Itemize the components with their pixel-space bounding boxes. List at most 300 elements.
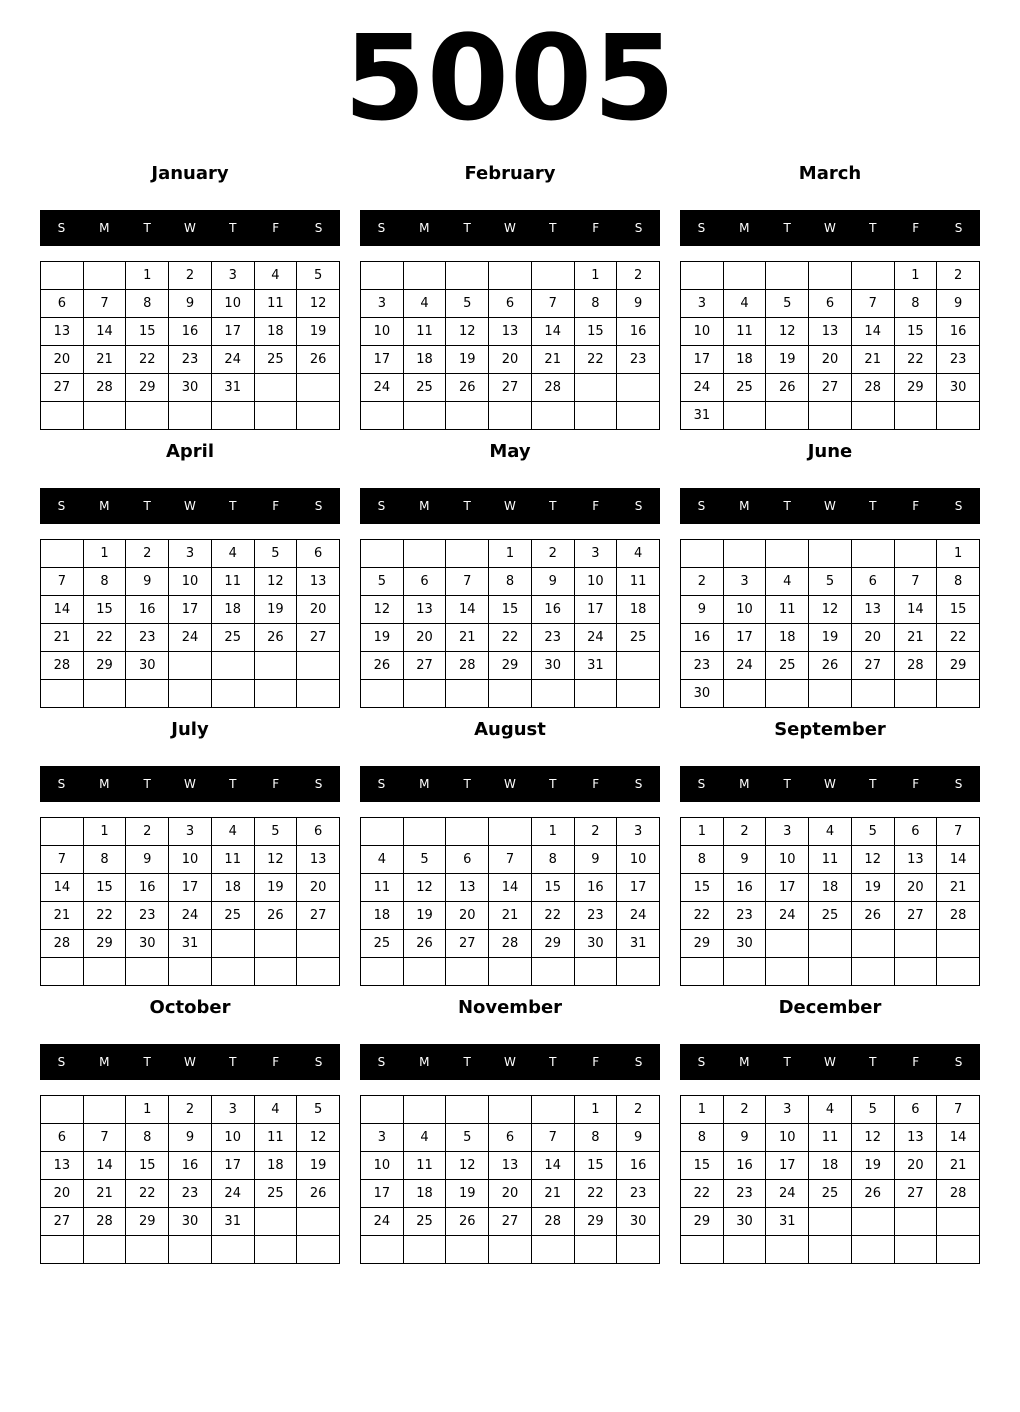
day-cell: 26: [852, 1180, 895, 1208]
day-cell: 4: [809, 818, 852, 846]
day-cell: [617, 374, 660, 402]
day-cell: 14: [937, 846, 980, 874]
day-grid: [680, 1095, 980, 1264]
day-cell: 29: [84, 652, 127, 680]
day-cell: 8: [575, 290, 618, 318]
day-cell: 17: [361, 1180, 404, 1208]
day-cell: [532, 680, 575, 708]
weekday-header: [680, 210, 980, 246]
weekday-header: [680, 766, 980, 802]
weekday-label: M: [419, 1055, 430, 1069]
day-grid: [680, 539, 980, 708]
day-cell: 3: [575, 540, 618, 568]
day-cell: [532, 402, 575, 430]
weekday-label: S: [377, 777, 386, 791]
day-cell: 25: [809, 902, 852, 930]
day-cell: 6: [41, 290, 84, 318]
weekday-label: T: [783, 499, 791, 513]
day-cell: 18: [404, 1180, 447, 1208]
day-cell: 27: [41, 374, 84, 402]
day-cell: 9: [169, 1124, 212, 1152]
day-cell: [446, 262, 489, 290]
day-cell: 23: [169, 346, 212, 374]
month-september: [680, 714, 980, 986]
day-cell: [297, 402, 340, 430]
day-cell: 23: [937, 346, 980, 374]
day-cell: [852, 1208, 895, 1236]
day-cell: [532, 958, 575, 986]
day-cell: [575, 402, 618, 430]
day-cell: 30: [532, 652, 575, 680]
day-cell: 28: [41, 652, 84, 680]
day-cell: 3: [681, 290, 724, 318]
day-cell: 11: [809, 1124, 852, 1152]
month-title: January: [151, 163, 229, 184]
day-cell: 20: [895, 1152, 938, 1180]
weekday-header: [40, 766, 340, 802]
day-cell: [766, 1236, 809, 1264]
weekday-label: T: [463, 1055, 471, 1069]
day-cell: 24: [212, 1180, 255, 1208]
day-cell: 28: [489, 930, 532, 958]
weekday-label: S: [697, 1055, 706, 1069]
weekday-label: F: [592, 777, 600, 791]
day-cell: 21: [446, 624, 489, 652]
day-cell: [724, 262, 767, 290]
month-title: April: [165, 441, 215, 462]
month-title: February: [464, 163, 556, 184]
day-cell: 29: [937, 652, 980, 680]
day-cell: 14: [852, 318, 895, 346]
weekday-label: T: [229, 1055, 237, 1069]
weekday-label: T: [783, 221, 791, 235]
day-cell: 5: [446, 1124, 489, 1152]
weekday-label: M: [99, 1055, 110, 1069]
day-cell: [895, 1208, 938, 1236]
day-cell: [404, 1096, 447, 1124]
weekday-label: W: [824, 221, 836, 235]
day-cell: [681, 1236, 724, 1264]
day-cell: 12: [446, 1152, 489, 1180]
day-cell: 30: [681, 680, 724, 708]
day-cell: 9: [937, 290, 980, 318]
day-cell: [617, 958, 660, 986]
day-cell: [809, 262, 852, 290]
day-cell: 31: [169, 930, 212, 958]
day-cell: 26: [255, 902, 298, 930]
day-cell: 4: [766, 568, 809, 596]
day-cell: 14: [937, 1124, 980, 1152]
weekday-label: M: [739, 221, 750, 235]
day-cell: [84, 262, 127, 290]
day-cell: 10: [169, 846, 212, 874]
day-cell: 27: [852, 652, 895, 680]
day-cell: [297, 1208, 340, 1236]
day-cell: 7: [489, 846, 532, 874]
day-cell: 13: [297, 846, 340, 874]
day-cell: 5: [852, 1096, 895, 1124]
day-cell: 9: [126, 568, 169, 596]
day-cell: [404, 540, 447, 568]
day-cell: 4: [404, 1124, 447, 1152]
day-cell: 12: [297, 1124, 340, 1152]
day-cell: 9: [617, 290, 660, 318]
day-cell: [937, 958, 980, 986]
day-cell: 16: [681, 624, 724, 652]
day-cell: 29: [126, 374, 169, 402]
day-cell: 19: [809, 624, 852, 652]
day-cell: [724, 402, 767, 430]
weekday-label: F: [272, 499, 280, 513]
day-cell: [212, 680, 255, 708]
day-cell: 8: [126, 1124, 169, 1152]
day-cell: [84, 680, 127, 708]
day-cell: 1: [681, 1096, 724, 1124]
weekday-header: [40, 488, 340, 524]
day-cell: 30: [126, 930, 169, 958]
day-cell: 20: [297, 596, 340, 624]
weekday-label: T: [143, 1055, 151, 1069]
day-cell: 10: [681, 318, 724, 346]
day-cell: [852, 540, 895, 568]
month-title: March: [798, 163, 862, 184]
day-cell: 31: [681, 402, 724, 430]
day-cell: 1: [575, 262, 618, 290]
day-cell: 19: [255, 596, 298, 624]
day-cell: 3: [212, 262, 255, 290]
weekday-label: M: [99, 221, 110, 235]
day-cell: [126, 958, 169, 986]
day-cell: 27: [809, 374, 852, 402]
day-cell: 25: [617, 624, 660, 652]
day-cell: [766, 402, 809, 430]
day-cell: 22: [84, 902, 127, 930]
weekday-header: [360, 1044, 660, 1080]
day-cell: 3: [212, 1096, 255, 1124]
day-cell: [895, 958, 938, 986]
day-cell: 25: [404, 374, 447, 402]
day-cell: 26: [404, 930, 447, 958]
weekday-label: W: [184, 777, 196, 791]
day-cell: 14: [41, 596, 84, 624]
day-cell: 5: [255, 540, 298, 568]
day-cell: 24: [212, 346, 255, 374]
day-cell: 8: [532, 846, 575, 874]
day-cell: 16: [617, 1152, 660, 1180]
day-cell: [255, 652, 298, 680]
day-cell: 9: [126, 846, 169, 874]
day-cell: 12: [852, 846, 895, 874]
day-cell: [766, 540, 809, 568]
day-cell: 19: [766, 346, 809, 374]
day-cell: [446, 1096, 489, 1124]
day-cell: 23: [681, 652, 724, 680]
day-cell: [255, 374, 298, 402]
day-cell: [404, 262, 447, 290]
day-cell: [169, 402, 212, 430]
weekday-label: F: [912, 221, 920, 235]
day-cell: 5: [255, 818, 298, 846]
day-cell: [766, 958, 809, 986]
day-cell: 11: [617, 568, 660, 596]
day-cell: 13: [895, 1124, 938, 1152]
weekday-label: S: [377, 221, 386, 235]
day-cell: 30: [724, 930, 767, 958]
day-cell: 8: [681, 846, 724, 874]
day-cell: 4: [212, 540, 255, 568]
day-cell: 11: [404, 318, 447, 346]
day-cell: [446, 402, 489, 430]
day-cell: 23: [126, 624, 169, 652]
weekday-header: [360, 766, 660, 802]
day-cell: [446, 680, 489, 708]
day-cell: 12: [404, 874, 447, 902]
day-cell: 22: [126, 346, 169, 374]
day-cell: 21: [532, 1180, 575, 1208]
day-cell: 20: [489, 346, 532, 374]
day-cell: 20: [297, 874, 340, 902]
day-cell: 30: [575, 930, 618, 958]
day-cell: 24: [169, 624, 212, 652]
day-cell: [575, 374, 618, 402]
weekday-label: F: [272, 1055, 280, 1069]
day-cell: 14: [84, 1152, 127, 1180]
day-cell: 13: [41, 318, 84, 346]
day-cell: 28: [446, 652, 489, 680]
day-cell: 2: [617, 262, 660, 290]
day-cell: 23: [532, 624, 575, 652]
day-cell: [852, 262, 895, 290]
day-cell: 10: [212, 290, 255, 318]
day-cell: 8: [84, 846, 127, 874]
day-cell: 13: [297, 568, 340, 596]
day-cell: 15: [895, 318, 938, 346]
day-grid: [680, 817, 980, 986]
day-cell: 12: [297, 290, 340, 318]
day-cell: [681, 958, 724, 986]
day-cell: 20: [852, 624, 895, 652]
day-cell: 4: [809, 1096, 852, 1124]
weekday-header: [40, 1044, 340, 1080]
day-cell: 22: [681, 1180, 724, 1208]
day-cell: [41, 262, 84, 290]
day-cell: 16: [937, 318, 980, 346]
day-cell: 3: [361, 1124, 404, 1152]
day-cell: 23: [724, 902, 767, 930]
day-cell: 4: [404, 290, 447, 318]
day-cell: 7: [532, 290, 575, 318]
day-cell: 12: [255, 846, 298, 874]
month-title: November: [457, 997, 563, 1018]
day-cell: 16: [575, 874, 618, 902]
day-cell: 7: [41, 846, 84, 874]
day-grid: [360, 817, 660, 986]
day-cell: 28: [84, 374, 127, 402]
day-cell: [404, 402, 447, 430]
day-cell: 9: [169, 290, 212, 318]
day-cell: 27: [895, 1180, 938, 1208]
day-cell: [809, 680, 852, 708]
day-cell: [681, 262, 724, 290]
weekday-label: T: [143, 777, 151, 791]
day-cell: 16: [169, 318, 212, 346]
day-cell: 5: [297, 1096, 340, 1124]
weekday-label: F: [592, 221, 600, 235]
day-cell: [41, 958, 84, 986]
day-cell: 29: [681, 1208, 724, 1236]
day-cell: 21: [937, 874, 980, 902]
day-cell: 19: [255, 874, 298, 902]
day-cell: 5: [404, 846, 447, 874]
month-august: [360, 714, 660, 986]
day-cell: 23: [724, 1180, 767, 1208]
day-cell: [297, 1236, 340, 1264]
weekday-label: W: [824, 1055, 836, 1069]
weekday-label: F: [912, 777, 920, 791]
day-cell: [575, 680, 618, 708]
day-cell: 4: [724, 290, 767, 318]
day-cell: 22: [681, 902, 724, 930]
day-cell: 24: [361, 1208, 404, 1236]
day-cell: [809, 958, 852, 986]
day-cell: 18: [361, 902, 404, 930]
month-june: [680, 436, 980, 708]
day-cell: 25: [766, 652, 809, 680]
day-cell: 20: [404, 624, 447, 652]
weekday-header: [680, 1044, 980, 1080]
day-cell: 29: [532, 930, 575, 958]
day-cell: 27: [489, 374, 532, 402]
day-cell: 18: [724, 346, 767, 374]
day-cell: 6: [446, 846, 489, 874]
day-cell: 5: [809, 568, 852, 596]
day-cell: [724, 540, 767, 568]
day-cell: 1: [84, 540, 127, 568]
weekday-label: S: [954, 777, 963, 791]
day-cell: 25: [404, 1208, 447, 1236]
weekday-label: M: [419, 499, 430, 513]
day-cell: 23: [126, 902, 169, 930]
weekday-label: S: [634, 1055, 643, 1069]
day-grid: [40, 261, 340, 430]
day-cell: [212, 1236, 255, 1264]
day-cell: 10: [575, 568, 618, 596]
day-cell: 24: [766, 902, 809, 930]
day-cell: 27: [404, 652, 447, 680]
month-october: [40, 992, 340, 1264]
day-cell: 5: [852, 818, 895, 846]
day-cell: 1: [532, 818, 575, 846]
day-cell: 26: [446, 374, 489, 402]
day-cell: 17: [169, 596, 212, 624]
day-cell: 12: [809, 596, 852, 624]
day-cell: [489, 1236, 532, 1264]
day-cell: [575, 958, 618, 986]
day-cell: [895, 930, 938, 958]
day-cell: 22: [575, 1180, 618, 1208]
month-march: [680, 158, 980, 430]
day-cell: 22: [489, 624, 532, 652]
day-cell: 7: [84, 290, 127, 318]
day-cell: 13: [852, 596, 895, 624]
day-cell: [361, 262, 404, 290]
day-cell: 6: [297, 818, 340, 846]
day-cell: 30: [126, 652, 169, 680]
day-grid: [360, 1095, 660, 1264]
month-july: [40, 714, 340, 986]
weekday-label: W: [824, 499, 836, 513]
day-cell: 15: [489, 596, 532, 624]
day-cell: 17: [724, 624, 767, 652]
weekday-label: W: [824, 777, 836, 791]
weekday-label: T: [229, 777, 237, 791]
day-cell: 16: [724, 874, 767, 902]
day-cell: 13: [446, 874, 489, 902]
weekday-label: S: [57, 1055, 66, 1069]
day-cell: [937, 680, 980, 708]
day-cell: 11: [255, 1124, 298, 1152]
day-cell: 7: [937, 1096, 980, 1124]
day-cell: 13: [895, 846, 938, 874]
day-cell: [169, 958, 212, 986]
day-cell: 27: [895, 902, 938, 930]
day-cell: 31: [617, 930, 660, 958]
day-cell: 20: [809, 346, 852, 374]
weekday-label: S: [314, 777, 323, 791]
day-cell: [852, 680, 895, 708]
day-cell: [532, 262, 575, 290]
day-cell: [84, 402, 127, 430]
day-cell: [297, 652, 340, 680]
day-cell: [361, 540, 404, 568]
weekday-label: W: [504, 221, 516, 235]
day-cell: 19: [297, 318, 340, 346]
day-cell: 3: [169, 540, 212, 568]
day-grid: [40, 539, 340, 708]
weekday-label: W: [184, 221, 196, 235]
day-cell: 17: [212, 1152, 255, 1180]
day-cell: 2: [126, 540, 169, 568]
day-cell: 23: [169, 1180, 212, 1208]
day-cell: [255, 402, 298, 430]
day-cell: [297, 958, 340, 986]
day-cell: [126, 402, 169, 430]
day-cell: 21: [532, 346, 575, 374]
day-cell: 13: [404, 596, 447, 624]
weekday-label: F: [272, 221, 280, 235]
weekday-label: S: [697, 221, 706, 235]
day-cell: 25: [212, 624, 255, 652]
weekday-label: T: [463, 777, 471, 791]
day-cell: 10: [361, 318, 404, 346]
day-cell: 29: [575, 1208, 618, 1236]
day-cell: 11: [212, 846, 255, 874]
day-cell: 7: [852, 290, 895, 318]
day-cell: [41, 1096, 84, 1124]
day-cell: [297, 930, 340, 958]
day-cell: [532, 1236, 575, 1264]
day-cell: [41, 818, 84, 846]
day-cell: 29: [126, 1208, 169, 1236]
day-cell: 10: [169, 568, 212, 596]
day-cell: 18: [255, 318, 298, 346]
day-cell: [255, 930, 298, 958]
day-cell: 14: [532, 1152, 575, 1180]
day-cell: 8: [84, 568, 127, 596]
day-cell: [446, 540, 489, 568]
weekday-label: M: [99, 777, 110, 791]
day-cell: 11: [212, 568, 255, 596]
